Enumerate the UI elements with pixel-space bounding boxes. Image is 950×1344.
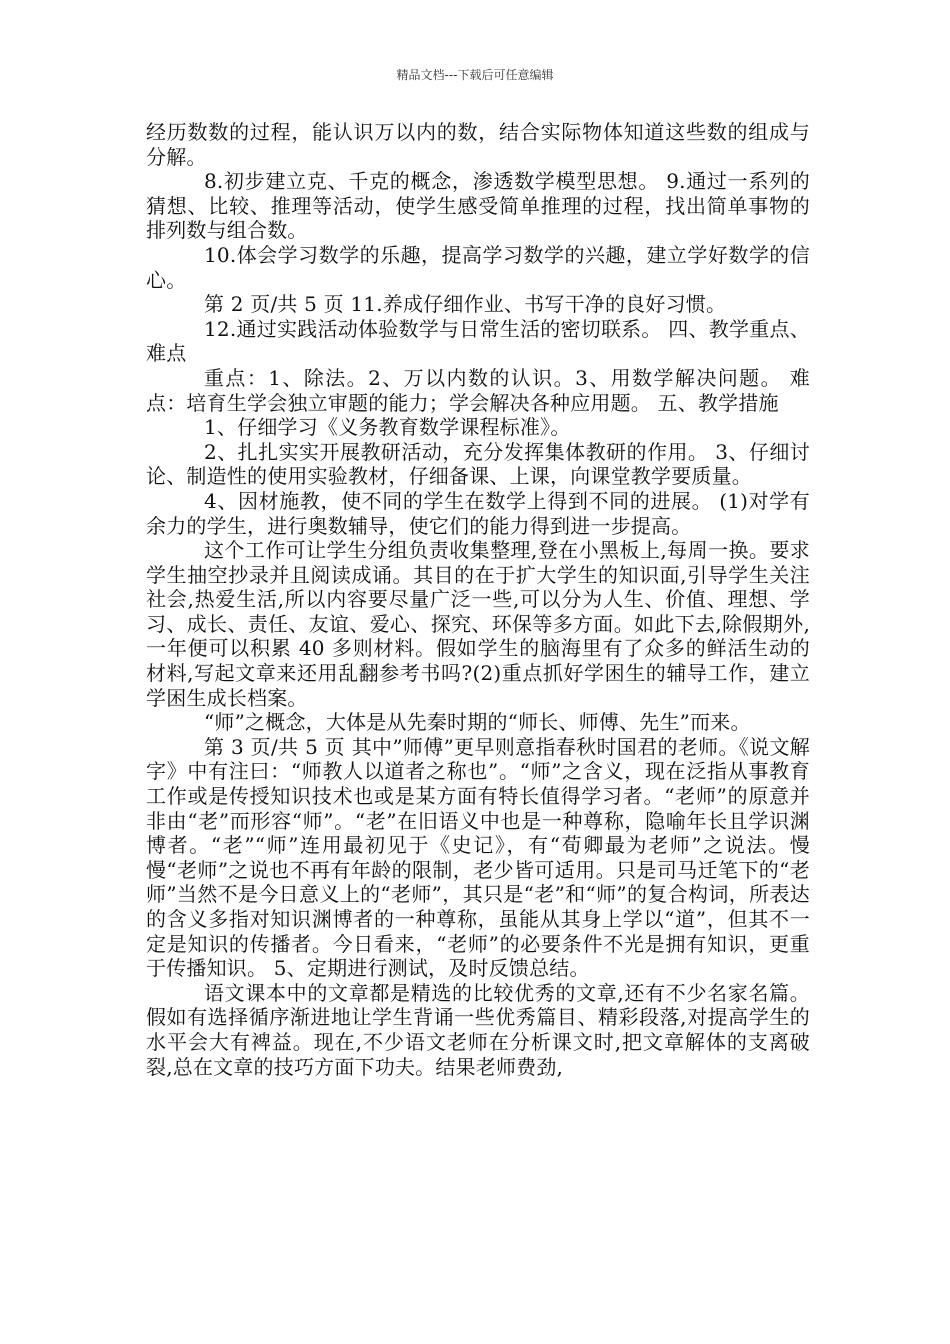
document-body [146,120,810,1079]
paragraph: 8.初步建立克、千克的概念，渗透数学模型思想。 9.通过一系列的猜想、比较、推理等活动，使学生感受简单推理的过程，找出简单事物的排列数与组合数。 [146,169,810,243]
paragraph: 语文课本中的文章都是精选的比较优秀的文章,还有不少名家名篇。假如有选择循序渐进地让学生背诵一些优秀篇目、精彩段落,对提高学生的水平会大有裨益。现在,不少语文老师在分析课文时,把文章解体的支离破裂,总在文章的技巧方面下功夫。结果老师费劲, [146,980,810,1079]
paragraph: 4、因材施教，使不同的学生在数学上得到不同的进展。 (1)对学有余力的学生，进行奥数辅导，使它们的能力得到进一步提高。 [146,488,810,538]
paragraph: 10.体会学习数学的乐趣，提高学习数学的兴趣，建立学好数学的信心。 [146,242,810,292]
page-header: 精品文档---下载后可任意编辑 [396,68,554,82]
paragraph: 2、扎扎实实开展教研活动，充分发挥集体教研的作用。 3、仔细讨论、制造性的使用实验教材，仔细备课、上课，向课堂教学要质量。 [146,439,810,489]
paragraph: 第 3 页/共 5 页 其中”师傅”更早则意指春秋时国君的老师。《说文解字》中有注曰：“师教人以道者之称也”。“师”之含义，现在泛指从事教育工作或是传授知识技术也或是某方面有特长值得学习者。“老师”的原意并非由“老”而形容“师”。“老”在旧语义中也是一种尊称，隐喻年长且学识渊博者。“老”“师”连用最初见于《史记》，有“荀卿最为老师”之说法。慢慢“老师”之说也不再有年龄的限制，老少皆可适用。只是司马迁笔下的“老师”当然不是今日意义上的“老师”，其只是“老”和“师”的复合构词，所表达的含义多指对知识渊博者的一种尊称，虽能从其身上学以“道”，但其不一定是知识的传播者。今日看来，“老师”的必要条件不光是拥有知识，更重于传播知识。 5、定期进行测试，及时反馈总结。 [146,734,810,981]
paragraph: 重点：1、除法。2、万以内数的认识。3、用数学解决问题。 难点：培育生学会独立审题的能力；学会解决各种应用题。 五、教学措施 [146,365,810,415]
paragraph: 经历数数的过程，能认识万以内的数，结合实际物体知道这些数的组成与分解。 [146,120,810,169]
paragraph: 第 2 页/共 5 页 11.养成仔细作业、书写干净的良好习惯。 [204,292,727,317]
paragraph: “师”之概念，大体是从先秦时期的“师长、师傅、先生”而来。 [204,710,751,735]
paragraph: 1、仔细学习《义务教育数学课程标准》。 [204,415,571,440]
paragraph: 这个工作可让学生分组负责收集整理,登在小黑板上,每周一换。要求学生抽空抄录并且阅读成诵。其目的在于扩大学生的知识面,引导学生关注社会,热爱生活,所以内容要尽量广泛一些,可以分为人生、价值、理想、学习、成长、责任、友谊、爱心、探究、环保等多方面。如此下去,除假期外,一年便可以积累 40 多则材料。假如学生的脑海里有了众多的鲜活生动的材料,写起文章来还用乱翻参考书吗?(2)重点抓好学困生的辅导工作，建立学困生成长档案。 [146,538,810,710]
paragraph: 12.通过实践活动体验数学与日常生活的密切联系。 四、教学重点、难点 [146,316,810,366]
